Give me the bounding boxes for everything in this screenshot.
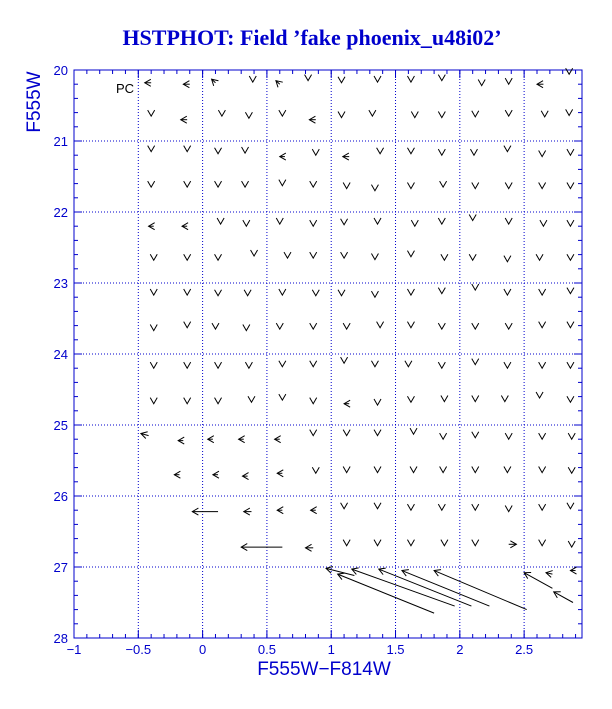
vector-arrow [377,148,384,154]
vector-arrow [369,110,376,116]
vector-arrow [478,80,485,86]
vector-arrow [539,151,546,157]
vector-arrow [505,110,512,116]
vector-arrow [243,325,250,331]
vector-arrow [215,148,222,154]
vector-arrow [472,396,479,402]
vector-arrow [276,81,283,88]
grid [74,70,582,638]
vector-arrow [183,81,189,88]
vector-arrow [338,112,345,118]
y-tick-label: 26 [53,489,68,504]
vector-arrow [310,252,317,258]
vector-arrow [148,110,155,116]
x-tick-label: −1 [66,642,82,657]
vector-arrow [309,116,315,123]
vector-arrow [244,508,252,515]
vector-arrow [407,504,414,510]
vector-arrow [150,362,157,368]
vector-arrow [438,218,445,224]
vector-arrow [379,568,472,606]
vector-arrow [184,289,191,295]
x-tick-label: 1.5 [386,642,405,657]
vector-arrow [275,436,281,443]
vector-arrow [410,467,417,473]
vector-arrow [148,146,155,152]
vector-arrow [567,362,574,368]
y-tick-label: 28 [53,631,68,646]
vector-arrow [438,323,445,329]
vector-arrow [568,541,575,547]
vector-arrow [470,149,477,155]
vector-arrow [472,467,479,473]
vector-arrow [371,291,378,297]
vector-arrow [539,504,546,510]
vector-arrow [279,361,286,367]
vector-arrow [504,146,511,152]
vector-arrow [213,471,219,478]
x-axis-label: F555W−F814W [257,659,391,680]
vector-arrow [217,218,224,224]
vector-arrow [501,396,508,402]
vector-arrow [472,540,479,546]
vector-arrow [150,325,157,331]
vector-arrow [472,111,479,117]
vector-arrow [279,180,286,186]
vector-arrow [509,541,517,548]
y-tick-label: 22 [53,205,68,220]
vector-arrow [344,400,350,407]
vector-arrow [192,508,218,515]
vector-arrow [312,290,319,296]
vector-arrow [249,76,256,82]
vector-arrow [568,467,575,473]
y-tick-label: 20 [53,63,68,78]
vector-arrow [150,398,157,404]
vector-arrow [310,220,317,226]
vector-arrow [567,288,574,294]
vector-arrow [279,394,286,400]
vector-arrow [411,220,418,226]
vector-arrow [149,223,155,230]
vector-arrow [505,323,512,329]
vector-arrow [371,254,378,260]
vector-arrow [343,153,349,160]
x-tick-label: 2.5 [515,642,534,657]
vector-arrow [472,323,479,329]
vector-arrow [312,467,319,473]
vector-arrow [338,77,345,83]
vector-arrow [407,289,414,295]
vector-arrow [567,322,574,328]
vector-arrow [178,437,184,444]
x-tick-label: 0.5 [257,642,276,657]
vector-arrow [505,506,512,512]
vector-arrow [343,183,350,189]
vector-arrow [338,290,345,296]
vector-arrow [541,111,548,117]
vector-arrow [184,362,191,368]
vector-arrow [407,322,414,328]
y-tick-label: 25 [53,418,68,433]
vector-arrow [472,284,479,290]
vector-arrow [182,223,188,230]
vector-arrow [341,503,348,509]
vector-arrow [310,398,317,404]
vector-arrow [504,467,511,473]
vector-arrow [440,467,447,473]
vector-arrow [215,254,222,260]
vector-arrow [239,436,245,443]
vector-arrow [374,76,381,82]
vector-arrow [536,254,543,260]
vector-arrow [148,181,155,187]
vector-arrow [371,361,378,367]
vector-arrow [341,219,348,225]
vector-arrow [184,398,191,404]
vector-arrow [567,396,574,402]
vector-arrow [438,288,445,294]
chip-label: PC [116,81,135,96]
vector-arrow [554,592,573,603]
vector-arrow [438,75,445,81]
vector-arrow [407,396,414,402]
vector-arrow [374,467,381,473]
vector-arrow [208,436,214,443]
vector-field [141,68,577,613]
vector-arrow [184,254,191,260]
vector-arrow [407,251,414,257]
vector-arrow [411,112,418,118]
vector-arrow [539,433,546,439]
vector-arrow [184,322,191,328]
vector-arrow [570,567,576,574]
vector-arrow [215,181,222,187]
vector-arrow [504,362,511,368]
vector-arrow [279,110,286,116]
vector-arrow [440,181,447,187]
vector-arrow [218,110,225,116]
vector-arrow [440,433,447,439]
vector-arrow [472,432,479,438]
vector-arrow [215,290,222,296]
vector-arrow [341,252,348,258]
vector-arrow [405,361,412,367]
vector-arrow [469,214,476,220]
vector-arrow [150,289,157,295]
vector-arrow [242,147,249,153]
vector-arrow [539,540,546,546]
vector-arrow [407,148,414,154]
vector-arrow [280,153,286,160]
vector-arrow [472,359,479,365]
vector-arrow [244,290,251,296]
vector-arrow [536,392,543,398]
vector-arrow [245,362,252,368]
vector-arrow [341,357,348,363]
x-tick-label: 1 [327,642,335,657]
vector-arrow [505,78,512,84]
vector-arrow [276,323,283,329]
vector-arrow [505,433,512,439]
vector-arrow [243,220,250,226]
y-axis-label: F555W [24,71,45,133]
vector-arrow [184,146,191,152]
vector-arrow [566,109,573,115]
vector-arrow [539,183,546,189]
vector-arrow [371,185,378,191]
vector-arrow [212,323,219,329]
vector-arrow [374,399,381,405]
vector-arrow [566,68,573,74]
vector-arrow [567,149,574,155]
vector-arrow [539,322,546,328]
vector-arrow [310,181,317,187]
vector-arrow [215,362,222,368]
x-tick-label: 2 [456,642,464,657]
vector-arrow [145,79,151,86]
vector-arrow [312,149,319,155]
vector-arrow [284,252,291,258]
vector-arrow [472,504,479,510]
vector-arrow [546,571,553,578]
vector-arrow [242,181,249,187]
vector-arrow [305,544,313,551]
vector-arrow [343,467,350,473]
vector-arrow [504,256,511,262]
vector-arrow [374,503,381,509]
vector-arrow [374,218,381,224]
vector-arrow [277,470,283,477]
vector-arrow [505,218,512,224]
vector-arrow [441,396,448,402]
vector-arrow [407,76,414,82]
vector-arrow [215,398,222,404]
vector-arrow [377,322,384,328]
vector-arrow [567,254,574,260]
vector-arrow [374,540,381,546]
vector-arrow [184,181,191,187]
vector-arrow [311,507,317,514]
vector-arrow [537,81,543,88]
vector-arrow [539,362,546,368]
vector-arrow [540,220,547,226]
vector-arrow [567,503,574,509]
vector-arrow [310,323,317,329]
vector-arrow [343,540,350,546]
vector-arrow [567,220,574,226]
vector-arrow [310,361,317,367]
vector-arrow [245,112,252,118]
vector-arrow [277,507,283,514]
y-tick-label: 27 [53,560,68,575]
vector-arrow [305,75,312,81]
vector-arrow [410,428,417,434]
x-tick-label: −0.5 [125,642,152,657]
vector-arrow [279,289,286,295]
vector-arrow [343,323,350,329]
vector-arrow [568,433,575,439]
vector-arrow [438,362,445,368]
vector-arrow [438,149,445,155]
y-tick-label: 23 [53,276,68,291]
vector-arrow [242,473,248,480]
vector-arrow [539,289,546,295]
vector-arrow [469,254,476,260]
vector-arrow [505,183,512,189]
vector-arrow [150,254,157,260]
vector-arrow [407,183,414,189]
vector-arrow [310,430,317,436]
vector-arrow [438,504,445,510]
y-tick-label: 21 [53,134,68,149]
vector-arrow [251,250,258,256]
vector-arrow [441,540,448,546]
vector-arrow [438,112,445,118]
y-tick-label: 24 [53,347,68,362]
vector-arrow [276,218,283,224]
vector-arrow [241,544,282,551]
vector-arrow [174,471,180,478]
vector-arrow [441,254,448,260]
vector-arrow [504,289,511,295]
vector-arrow [567,183,574,189]
vector-arrow [472,183,479,189]
vector-arrow [407,540,414,546]
plot-frame [74,70,582,638]
vector-arrow [248,396,255,402]
vector-arrow [374,430,381,436]
vector-arrow [539,467,546,473]
chart-title: HSTPHOT: Field ’fake phoenix_u48i02’ [122,25,502,50]
vector-arrow [212,79,219,86]
vector-arrow [343,430,350,436]
x-tick-label: 0 [198,642,207,657]
vector-arrow [181,116,187,123]
vector-arrow [141,432,149,439]
